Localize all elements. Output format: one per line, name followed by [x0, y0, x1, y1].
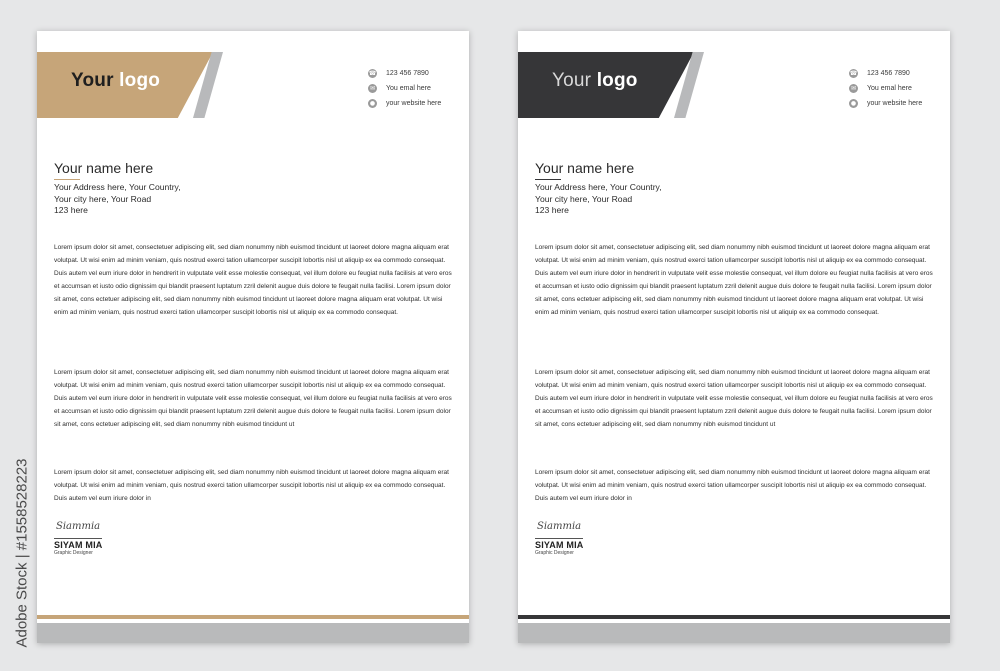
contact-website: [368, 96, 441, 111]
signer-name: SIYAM MIA: [54, 540, 103, 550]
recipient-name: Your name here: [54, 160, 154, 176]
logo: [71, 70, 160, 92]
contact-email: [849, 81, 922, 96]
recipient-name: Your name here: [535, 160, 635, 176]
signature: Siammia: [56, 521, 101, 532]
address-line: Your city here, Your Road: [54, 193, 152, 204]
signer-role: Graphic Designer: [54, 550, 93, 556]
logo-your: Your: [71, 70, 114, 91]
address-block: [54, 182, 181, 217]
signer-role: Graphic Designer: [535, 550, 574, 556]
contact-phone: [849, 66, 922, 81]
footer-band: [37, 623, 469, 643]
phone-text: 123 456 7890: [867, 70, 910, 77]
stock-id-text: Adobe Stock | #1558528223: [13, 458, 31, 648]
logo-word: logo: [596, 70, 638, 91]
signature: Siammia: [537, 521, 582, 532]
address-block: [535, 182, 662, 217]
website-text: your website here: [386, 100, 442, 107]
contact-block: [368, 66, 441, 111]
contact-block: [849, 66, 922, 111]
body-paragraph: Lorem ipsum dolor sit amet, consectetuer adipiscing elit, sed diam nonummy nibh euismod tincidunt ut laoreet dolore magna aliquam erat volutpat. Ut wisi enim ad minim veniam, quis nostrud exerci tation ullamcorper suscipit lobortis nisl ut aliquip ex ea commodo consequat. Duis autem vel eum iriure dolor in: [54, 469, 449, 502]
website-text: your website here: [867, 100, 923, 107]
body-paragraph: Lorem ipsum dolor sit amet, consectetuer adipiscing elit, sed diam nonummy nibh euismod tincidunt ut laoreet dolore magna aliquam erat volutpat. Ut wisi enim ad minim veniam, quis nostrud exerci tation ullamcorper suscipit lobortis nisl ut aliquip ex ea commodo consequat. Duis autem vel eum iriure dolor in hendrerit in vulputate velit esse molestie consequat, vel illum dolore eu feugiat nulla facilisis at vero eros et accumsan et iusto odio dignissim qui blandit praesent luptatum zzril delenit augue duis dolore te feugait nulla facilisi. Lorem ipsum dolor sit amet, cons ectetuer adipiscing elit, sed diam nonummy nibh euismod tincidunt ut laoreet dolore magna aliquam erat volutpat. Ut wisi enim ad minim veniam, quis nostrud exerci tation ullamcorper suscipit lobortis nisl ut aliquip ex ea commodo consequat.: [54, 244, 452, 316]
email-icon: ✉: [850, 85, 857, 92]
web-icon: ●: [850, 100, 857, 107]
contact-website: [849, 96, 922, 111]
address-line: 123 here: [54, 205, 88, 215]
phone-icon: ☎: [368, 70, 377, 77]
logo: [552, 70, 638, 92]
address-line: Your city here, Your Road: [535, 193, 633, 204]
logo-your: Your: [552, 70, 592, 91]
logo-word: logo: [119, 70, 161, 91]
name-underline: [54, 179, 80, 180]
letterhead-dark: [518, 31, 950, 643]
body-paragraph: Lorem ipsum dolor sit amet, consectetuer adipiscing elit, sed diam nonummy nibh euismod tincidunt ut laoreet dolore magna aliquam erat volutpat. Ut wisi enim ad minim veniam, quis nostrud exerci tation ullamcorper suscipit lobortis nisl ut aliquip ex ea commodo consequat. Duis autem vel eum iriure dolor in hendrerit in vulputate velit esse molestie consequat, vel illum dolore eu feugiat nulla facilisis at vero eros et accumsan et iusto odio dignissim qui blandit praesent luptatum zzril delenit augue duis dolore te feugait nulla facilisi. Lorem ipsum dolor sit amet, cons ectetuer adipiscing elit, sed diam nonummy nibh euismod tincidunt ut: [54, 369, 452, 428]
contact-email: [368, 81, 441, 96]
stock-id-watermark: [11, 440, 33, 666]
phone-icon: ☎: [849, 70, 858, 77]
name-underline: [535, 179, 561, 180]
body-paragraph: Lorem ipsum dolor sit amet, consectetuer adipiscing elit, sed diam nonummy nibh euismod tincidunt ut laoreet dolore magna aliquam erat volutpat. Ut wisi enim ad minim veniam, quis nostrud exerci tation ullamcorper suscipit lobortis nisl ut aliquip ex ea commodo consequat. Duis autem vel eum iriure dolor in: [535, 469, 930, 502]
address-line: Your Address here, Your Country,: [54, 182, 181, 192]
phone-text: 123 456 7890: [386, 70, 429, 77]
email-text: You emal here: [386, 85, 431, 92]
signer-name: SIYAM MIA: [535, 540, 584, 550]
email-icon: ✉: [369, 85, 376, 92]
footer-band: [518, 623, 950, 643]
body-paragraph: Lorem ipsum dolor sit amet, consectetuer adipiscing elit, sed diam nonummy nibh euismod tincidunt ut laoreet dolore magna aliquam erat volutpat. Ut wisi enim ad minim veniam, quis nostrud exerci tation ullamcorper suscipit lobortis nisl ut aliquip ex ea commodo consequat. Duis autem vel eum iriure dolor in hendrerit in vulputate velit esse molestie consequat, vel illum dolore eu feugiat nulla facilisis at vero eros et accumsan et iusto odio dignissim qui blandit praesent luptatum zzril delenit augue duis dolore te feugait nulla facilisi. Lorem ipsum dolor sit amet, cons ectetuer adipiscing elit, sed diam nonummy nibh euismod tincidunt ut laoreet dolore magna aliquam erat volutpat. Ut wisi enim ad minim veniam, quis nostrud exerci tation ullamcorper suscipit lobortis nisl ut aliquip ex ea commodo consequat.: [535, 244, 933, 316]
footer-accent-line: [518, 615, 950, 619]
web-icon: ●: [369, 100, 376, 107]
contact-phone: [368, 66, 441, 81]
address-line: 123 here: [535, 205, 569, 215]
footer-accent-line: [37, 615, 469, 619]
email-text: You emal here: [867, 85, 912, 92]
body-paragraph: Lorem ipsum dolor sit amet, consectetuer adipiscing elit, sed diam nonummy nibh euismod tincidunt ut laoreet dolore magna aliquam erat volutpat. Ut wisi enim ad minim veniam, quis nostrud exerci tation ullamcorper suscipit lobortis nisl ut aliquip ex ea commodo consequat. Duis autem vel eum iriure dolor in hendrerit in vulputate velit esse molestie consequat, vel illum dolore eu feugiat nulla facilisis at vero eros et accumsan et iusto odio dignissim qui blandit praesent luptatum zzril delenit augue duis dolore te feugait nulla facilisi. Lorem ipsum dolor sit amet, cons ectetuer adipiscing elit, sed diam nonummy nibh euismod tincidunt ut: [535, 369, 933, 428]
address-line: Your Address here, Your Country,: [535, 182, 662, 192]
letterhead-gold: [37, 31, 469, 643]
